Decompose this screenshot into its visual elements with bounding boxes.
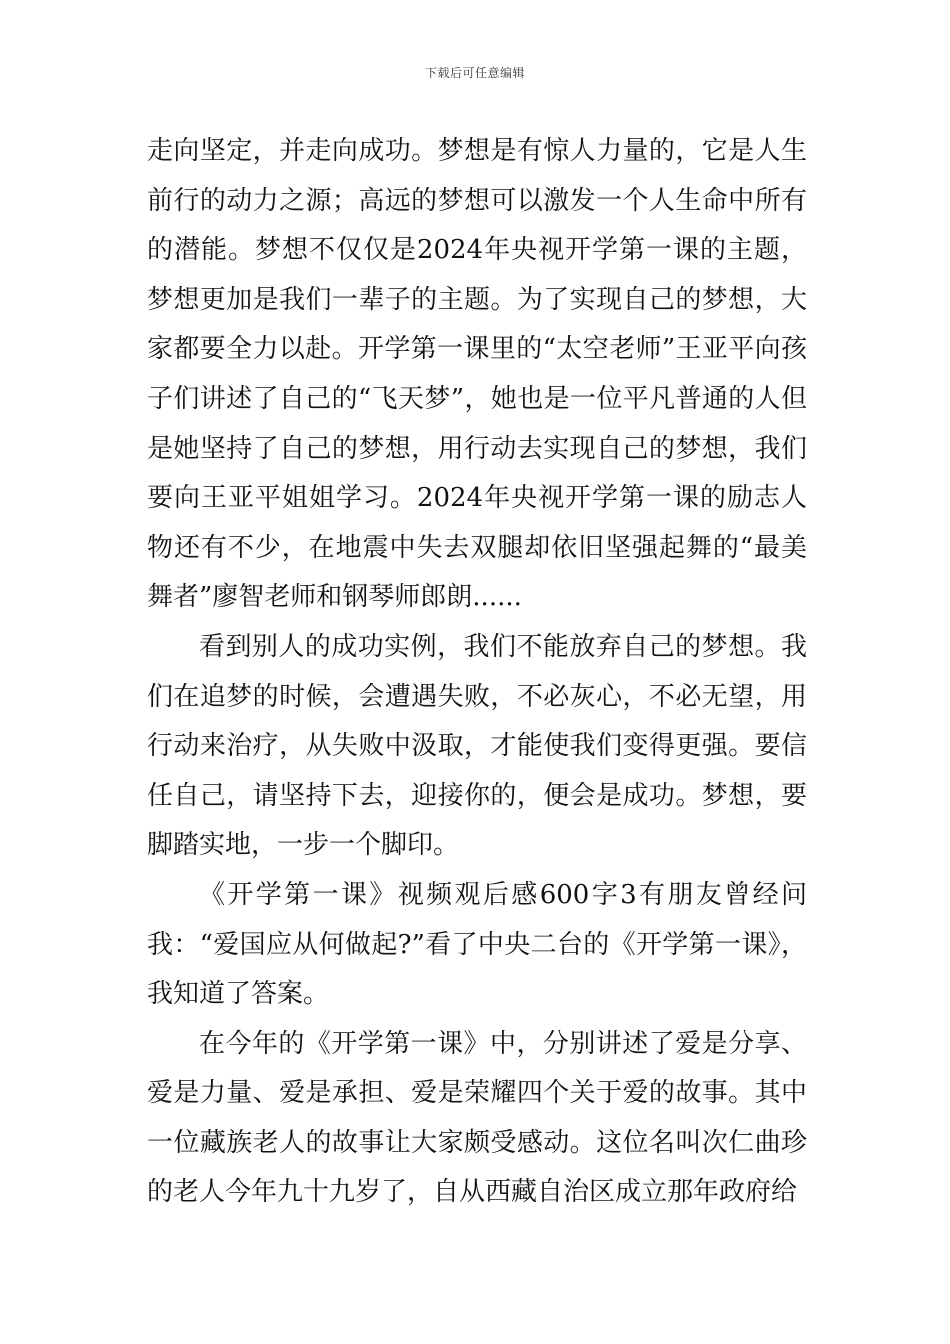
document-body xyxy=(147,127,807,1218)
paragraph-2: 看到别人的成功实例，我们不能放弃自己的梦想。我们在追梦的时候，会遭遇失败，不必灰心，不必无望，用行动来治疗，从失败中汲取，才能使我们变得更强。要信任自己，请坚持下去，迎接你的，便会是成功。梦想，要脚踏实地，一步一个脚印。 xyxy=(147,631,807,861)
paragraph-3: 《开学第一课》视频观后感600字3有朋友曾经问我：“爱国应从何做起?”看了中央二台的《开学第一课》，我知道了答案。 xyxy=(147,879,807,1010)
page-header: 下载后可任意编辑 xyxy=(424,66,525,80)
paragraph-4: 在今年的《开学第一课》中，分别讲述了爱是分享、爱是力量、爱是承担、爱是荣耀四个关于爱的故事。其中一位藏族老人的故事让大家颇受感动。这位名叫次仁曲珍的老人今年九十九岁了，自从西藏自治区成立那年政府给 xyxy=(147,1028,807,1208)
paragraph-1: 走向坚定，并走向成功。梦想是有惊人力量的，它是人生前行的动力之源；高远的梦想可以激发一个人生命中所有的潜能。梦想不仅仅是2024年央视开学第一课的主题，梦想更加是我们一辈子的主题。为了实现自己的梦想，大家都要全力以赴。开学第一课里的“太空老师”王亚平向孩子们讲述了自己的“飞天梦”，她也是一位平凡普通的人但是她坚持了自己的梦想，用行动去实现自己的梦想，我们要向王亚平姐姐学习。2024年央视开学第一课的励志人物还有不少，在地震中失去双腿却依旧坚强起舞的“最美舞者”廖智老师和钢琴师郎朗...... xyxy=(147,136,807,613)
